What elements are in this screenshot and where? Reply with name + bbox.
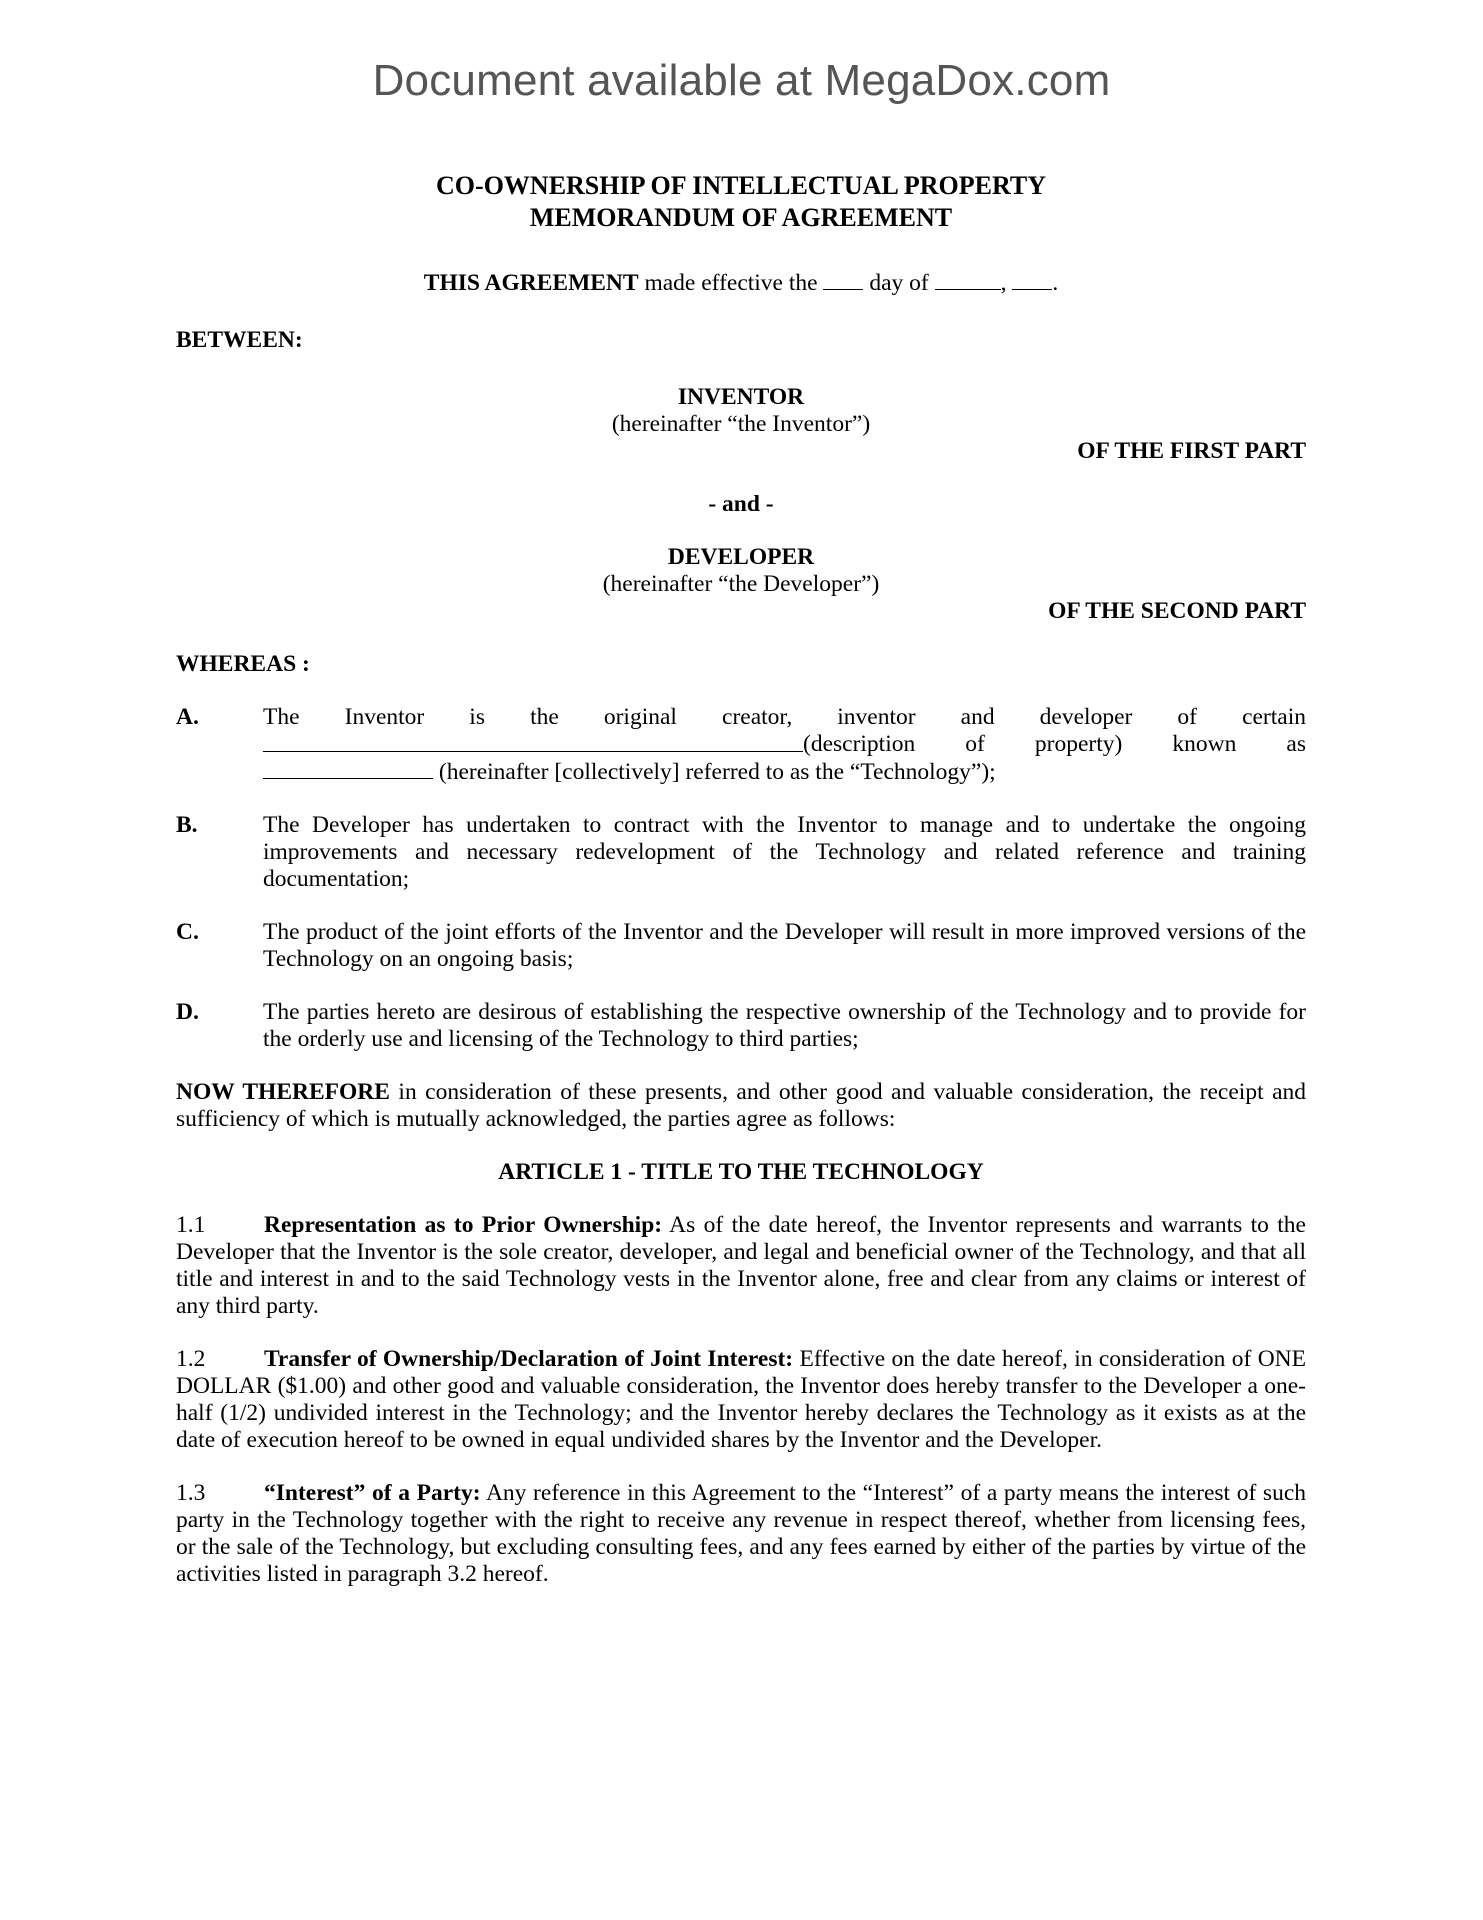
recital-b — [176, 812, 1306, 893]
recital-text: The Developer has undertaken to contract with the Inventor to manage and to undertake the ongoing improvements and necessary redevelopment of the Technology and related reference and training documentation; — [263, 812, 1306, 892]
title-line-2: MEMORANDUM OF AGREEMENT — [529, 203, 953, 232]
clause-1-1 — [176, 1212, 1306, 1320]
effective-text-2: day of — [863, 270, 935, 296]
recital-c — [176, 919, 1306, 973]
recital-letter: C. — [176, 919, 199, 945]
party1-part-label: OF THE FIRST PART — [1077, 438, 1306, 464]
and-separator: - and - — [708, 491, 774, 517]
day-blank — [823, 271, 863, 290]
now-therefore-text: in consideration of these presents, and other good and valuable consideration, the receipt and sufficiency of which is mutually acknowledged, the parties agree as follows: — [176, 1079, 1307, 1132]
month-blank — [935, 271, 1001, 290]
name-blank — [263, 758, 433, 779]
whereas-heading: WHEREAS : — [176, 651, 310, 677]
recital-text: The product of the joint efforts of the Inventor and the Developer will result in more improved versions of the Technology on an ongoing basis; — [263, 919, 1306, 972]
clause-number: 1.2 — [176, 1346, 206, 1372]
description-blank — [263, 731, 803, 752]
document-title — [176, 170, 1306, 234]
recital-a-line-2-text: (description of property) known as — [803, 731, 1306, 757]
clause-text: Any reference in this Agreement to the “Interest” of a party means the interest of such party in the Technology together with the right to receive any revenue in respect thereof, whether from licensing fees, or the sale of the Technology, but excluding consulting fees, and any fees earned by either of the parties by virtue of the activities listed in paragraph 3.2 hereof. — [176, 1480, 1307, 1587]
recital-a-line-1: The Inventor is the original creator, inventor and developer of certain — [263, 704, 1306, 730]
recital-a-line-2 — [263, 731, 1306, 758]
effective-text-4: . — [1052, 270, 1059, 296]
agreement-label: THIS AGREEMENT — [423, 270, 639, 296]
now-therefore-label: NOW THEREFORE — [176, 1079, 390, 1105]
title-line-1: CO-OWNERSHIP OF INTELLECTUAL PROPERTY — [436, 171, 1046, 200]
effective-text-3: , — [1000, 270, 1013, 296]
clause-1-2 — [176, 1346, 1306, 1454]
recital-d — [176, 999, 1306, 1053]
recital-text — [263, 704, 1306, 786]
now-therefore-paragraph — [176, 1079, 1306, 1133]
party2-part-label: OF THE SECOND PART — [1048, 598, 1306, 624]
recital-letter: D. — [176, 999, 199, 1025]
party1-name: INVENTOR — [677, 384, 805, 410]
clause-heading: Transfer of Ownership/Declaration of Joint Interest: — [264, 1346, 794, 1372]
recital-a-line-3-text: (hereinafter [collectively] referred to as the “Technology”); — [433, 759, 996, 785]
clause-heading: Representation as to Prior Ownership: — [264, 1212, 663, 1238]
party2-name: DEVELOPER — [667, 544, 815, 570]
recital-text: The parties hereto are desirous of establishing the respective ownership of the Technology and to provide for the orderly use and licensing of the Technology to third parties; — [263, 999, 1306, 1052]
recital-letter: A. — [176, 704, 199, 730]
document-body — [176, 170, 1306, 1588]
watermark-banner: Document available at MegaDox.com — [372, 56, 1111, 105]
clause-text: Effective on the date hereof, in consideration of ONE DOLLAR ($1.00) and other good and valuable consideration, the Inventor does hereby transfer to the Developer a one-half (1/2) undivided interest in the Technology; and the Inventor hereby declares the Technology as it exists as at the date of execution hereof to be owned in equal undivided shares by the Inventor and the Developer. — [176, 1346, 1307, 1453]
clause-number: 1.3 — [176, 1480, 206, 1506]
between-heading: BETWEEN: — [176, 327, 303, 353]
clause-1-3 — [176, 1480, 1306, 1588]
effective-date-line — [176, 270, 1306, 297]
year-blank — [1012, 271, 1052, 290]
recital-a-line-3 — [263, 758, 1306, 786]
recital-letter: B. — [176, 812, 198, 838]
article-1-heading: ARTICLE 1 - TITLE TO THE TECHNOLOGY — [498, 1159, 984, 1185]
party1-description: (hereinafter “the Inventor”) — [611, 411, 871, 437]
clause-heading: “Interest” of a Party: — [264, 1480, 481, 1506]
clause-text: As of the date hereof, the Inventor represents and warrants to the Developer that the Inventor is the sole creator, developer, and legal and beneficial owner of the Technology, and that all title and interest in and to the said Technology vests in the Inventor alone, free and clear from any claims or interest of any third party. — [176, 1212, 1306, 1319]
recital-a — [176, 704, 1306, 786]
effective-text-1: made effective the — [638, 270, 824, 296]
clause-number: 1.1 — [176, 1212, 206, 1238]
party2-description: (hereinafter “the Developer”) — [602, 571, 880, 597]
